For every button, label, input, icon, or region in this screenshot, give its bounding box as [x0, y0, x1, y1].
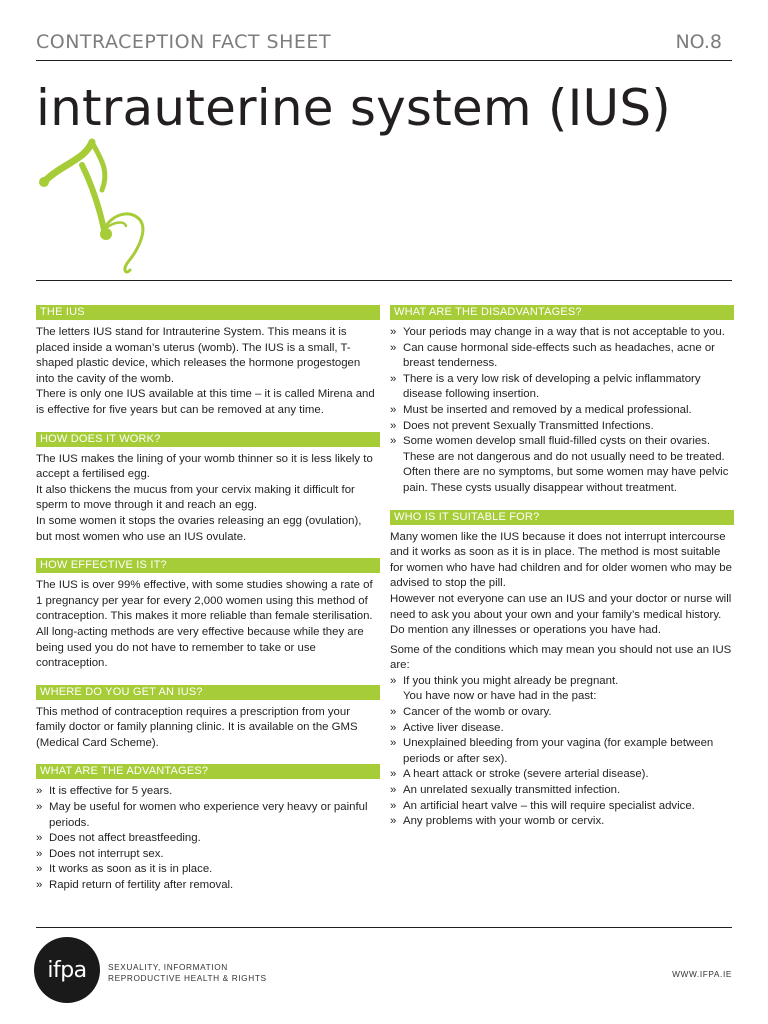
ius-device-icon: [30, 130, 160, 275]
section-heading: WHO IS IT SUITABLE FOR?: [390, 510, 734, 525]
tagline: [108, 962, 267, 983]
section-heading: WHAT ARE THE ADVANTAGES?: [36, 764, 380, 779]
list-item: » If you think you might already be pregnant.: [390, 674, 734, 690]
paragraph: In some women it stops the ovaries releasing an egg (ovulation), but most women who use an IUS ovulate.: [36, 514, 362, 543]
section-heading: WHAT ARE THE DISADVANTAGES?: [390, 305, 734, 320]
left-column: [36, 305, 380, 907]
paragraph: Many women like the IUS because it does not interrupt intercourse and it works as soon as it is in place. The method is most suitable for women who have had children and for older women who may be advised to stop the pill.: [390, 530, 732, 590]
tagline-line: SEXUALITY, INFORMATION: [108, 962, 228, 972]
paragraph: It also thickens the mucus from your cervix making it difficult for sperm to move through it and reach an egg.: [36, 483, 355, 512]
ifpa-logo: ifpa: [34, 937, 100, 1003]
paragraph: The letters IUS stand for Intrauterine System. This means it is placed inside a woman’s uterus (womb). The IUS is a small, T-shaped plastic device, which releases the hormone progestogen into the cavity of the womb.: [36, 326, 361, 385]
disadvantages-list: [390, 325, 734, 497]
doc-number: NO.8: [675, 31, 722, 53]
section-how-effective: [36, 558, 380, 672]
list-item: » An unrelated sexually transmitted infection.: [390, 783, 734, 799]
right-column: [390, 305, 734, 843]
list-item-continuation: You have now or have had in the past:: [403, 690, 597, 703]
list-item: » A heart attack or stroke (severe arterial disease).: [390, 767, 734, 783]
section-heading: HOW EFFECTIVE IS IT?: [36, 558, 380, 573]
list-item: » Must be inserted and removed by a medical professional.: [390, 403, 734, 419]
paragraph: There is only one IUS available at this time – it is called Mirena and is effective for five years but can be removed at any time.: [36, 388, 375, 416]
section-heading: HOW DOES IT WORK?: [36, 432, 380, 447]
list-item: » Does not affect breastfeeding.: [36, 831, 380, 847]
kicker: CONTRACEPTION FACT SHEET: [36, 31, 332, 53]
section-how-does-it-work: [36, 432, 380, 546]
section-heading: THE IUS: [36, 305, 380, 320]
list-item: » There is a very low risk of developing a pelvic inflammatory disease following insertion.: [390, 372, 734, 403]
paragraph: The IUS is over 99% effective, with some studies showing a rate of 1 pregnancy per year for every 2,000 women using this method of contraception. This makes it more reliable than female sterilisation.: [36, 579, 373, 623]
paragraph: This method of contraception requires a prescription from your family doctor or family planning clinic. It is available on the GMS (Medical Card Scheme).: [36, 705, 358, 749]
section-suitable-for: [390, 510, 734, 830]
paragraph: The IUS makes the lining of your womb thinner so it is less likely to accept a fertilised egg.: [36, 452, 373, 481]
tagline-line: REPRODUCTIVE HEALTH & RIGHTS: [108, 972, 267, 983]
section-advantages: [36, 764, 380, 893]
top-divider: [36, 60, 732, 61]
paragraph: All long-acting methods are very effective because while they are being used you do not have to remember to take or use contraception.: [36, 625, 364, 670]
list-item: » May be useful for women who experience very heavy or painful periods.: [36, 800, 380, 831]
section-heading: WHERE DO YOU GET AN IUS?: [36, 685, 380, 700]
website-link[interactable]: WWW.IFPA.IE: [672, 969, 732, 979]
list-item: » Active liver disease.: [390, 721, 734, 737]
list-item: » Unexplained bleeding from your vagina (for example between periods or after sex).: [390, 736, 734, 767]
list-item: » Rapid return of fertility after removal.: [36, 878, 380, 894]
paragraph: Some of the conditions which may mean you should not use an IUS are:: [390, 643, 732, 672]
list-item: » Cancer of the womb or ovary.: [390, 705, 734, 721]
section-the-ius: [36, 305, 380, 419]
mid-divider: [36, 280, 732, 281]
list-item: » Can cause hormonal side-effects such as headaches, acne or breast tenderness.: [390, 341, 734, 372]
conditions-list: [390, 674, 734, 830]
list-item: » Does not prevent Sexually Transmitted Infections.: [390, 419, 734, 435]
page-title: intrauterine system (IUS): [36, 79, 671, 137]
list-item: » An artificial heart valve – this will require specialist advice.: [390, 799, 734, 815]
list-item: » It is effective for 5 years.: [36, 784, 380, 800]
list-item: » Your periods may change in a way that is not acceptable to you.: [390, 325, 734, 341]
paragraph: However not everyone can use an IUS and your doctor or nurse will need to ask you about your own and your family’s medical history. Do mention any illnesses or operations you have had.: [390, 592, 732, 637]
bottom-divider: [36, 927, 732, 928]
list-item: » Any problems with your womb or cervix.: [390, 814, 734, 830]
list-item: » It works as soon as it is in place.: [36, 862, 380, 878]
list-item: » Some women develop small fluid-filled cysts on their ovaries. These are not dangerous and do not usually need to be treated. Often there are no symptoms, but some women may have pelvic pain. These cysts usually disappear without treatment.: [390, 434, 734, 496]
section-disadvantages: [390, 305, 734, 497]
section-where-to-get: [36, 685, 380, 752]
advantages-list: [36, 784, 380, 893]
list-item: » Does not interrupt sex.: [36, 847, 380, 863]
